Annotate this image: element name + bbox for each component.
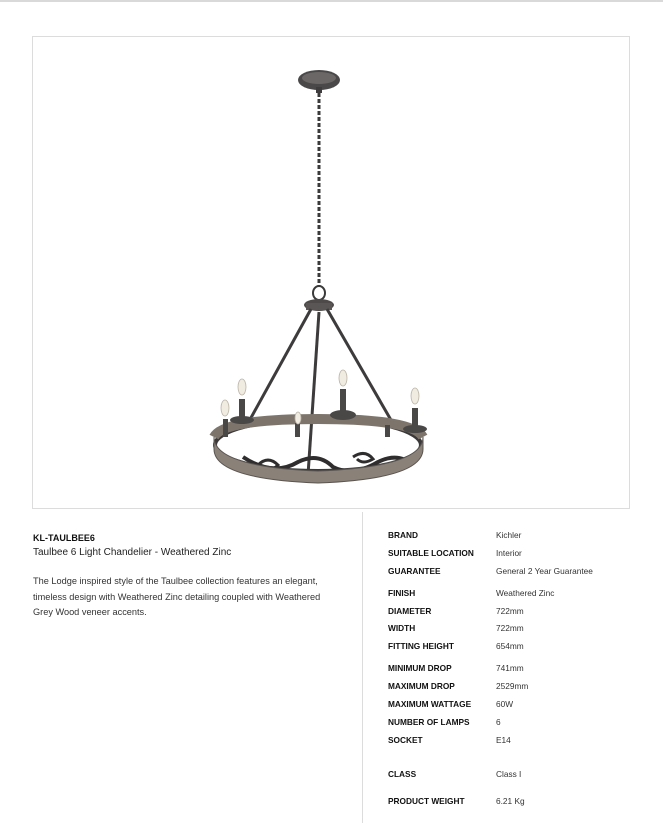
spec-value: General 2 Year Guarantee <box>496 566 593 576</box>
spec-label: CLASS <box>388 769 417 779</box>
spec-label: SUITABLE LOCATION <box>388 548 474 558</box>
spec-row-maximum-wattage <box>388 699 648 713</box>
spec-value: Weathered Zinc <box>496 588 555 598</box>
spec-value: 741mm <box>496 663 524 673</box>
spec-label: NUMBER OF LAMPS <box>388 717 470 727</box>
spec-row-maximum-drop <box>388 681 648 695</box>
spec-row-width <box>388 623 648 637</box>
spec-label: MINIMUM DROP <box>388 663 452 673</box>
spec-value: 6.21 Kg <box>496 796 525 806</box>
spec-row-guarantee <box>388 566 648 580</box>
product-description: The Lodge inspired style of the Taulbee collection features an elegant, timeless design with Weathered Zinc detailing coupled with Weathered Grey Wood veneer accents. <box>33 576 321 617</box>
spec-value: Class I <box>496 769 522 779</box>
product-name: Taulbee 6 Light Chandelier - Weathered Zinc <box>33 547 232 558</box>
spec-row-fitting-height <box>388 641 648 655</box>
spec-row-class <box>388 769 648 783</box>
spec-row-diameter <box>388 606 648 620</box>
spec-row-socket <box>388 735 648 749</box>
spec-row-number-of-lamps <box>388 717 648 731</box>
spec-row-product-weight <box>388 796 648 810</box>
spec-label: DIAMETER <box>388 606 432 616</box>
spec-label: SOCKET <box>388 735 423 745</box>
spec-label: WIDTH <box>388 623 416 633</box>
product-image-frame <box>32 36 630 509</box>
spec-label: GUARANTEE <box>388 566 441 576</box>
spec-row-brand <box>388 530 648 544</box>
spec-label: PRODUCT WEIGHT <box>388 796 465 806</box>
spec-value: Interior <box>496 548 522 558</box>
spec-label: FITTING HEIGHT <box>388 641 454 651</box>
spec-value: E14 <box>496 735 511 745</box>
spec-label: MAXIMUM DROP <box>388 681 455 691</box>
spec-value: 2529mm <box>496 681 529 691</box>
spec-row-finish <box>388 588 648 602</box>
spec-label: BRAND <box>388 530 418 540</box>
top-rule <box>0 0 663 2</box>
spec-value: 722mm <box>496 623 524 633</box>
spec-row-suitable-location <box>388 548 648 562</box>
chandelier-image <box>33 37 631 510</box>
spec-value: Kichler <box>496 530 522 540</box>
spec-label: MAXIMUM WATTAGE <box>388 699 472 709</box>
product-sku: KL-TAULBEE6 <box>33 533 95 543</box>
spec-value: 722mm <box>496 606 524 616</box>
spec-value: 60W <box>496 699 514 709</box>
spec-row-minimum-drop <box>388 663 648 677</box>
spec-label: FINISH <box>388 588 416 598</box>
spec-value: 6 <box>496 717 501 727</box>
spec-value: 654mm <box>496 641 524 651</box>
column-divider <box>362 512 363 823</box>
